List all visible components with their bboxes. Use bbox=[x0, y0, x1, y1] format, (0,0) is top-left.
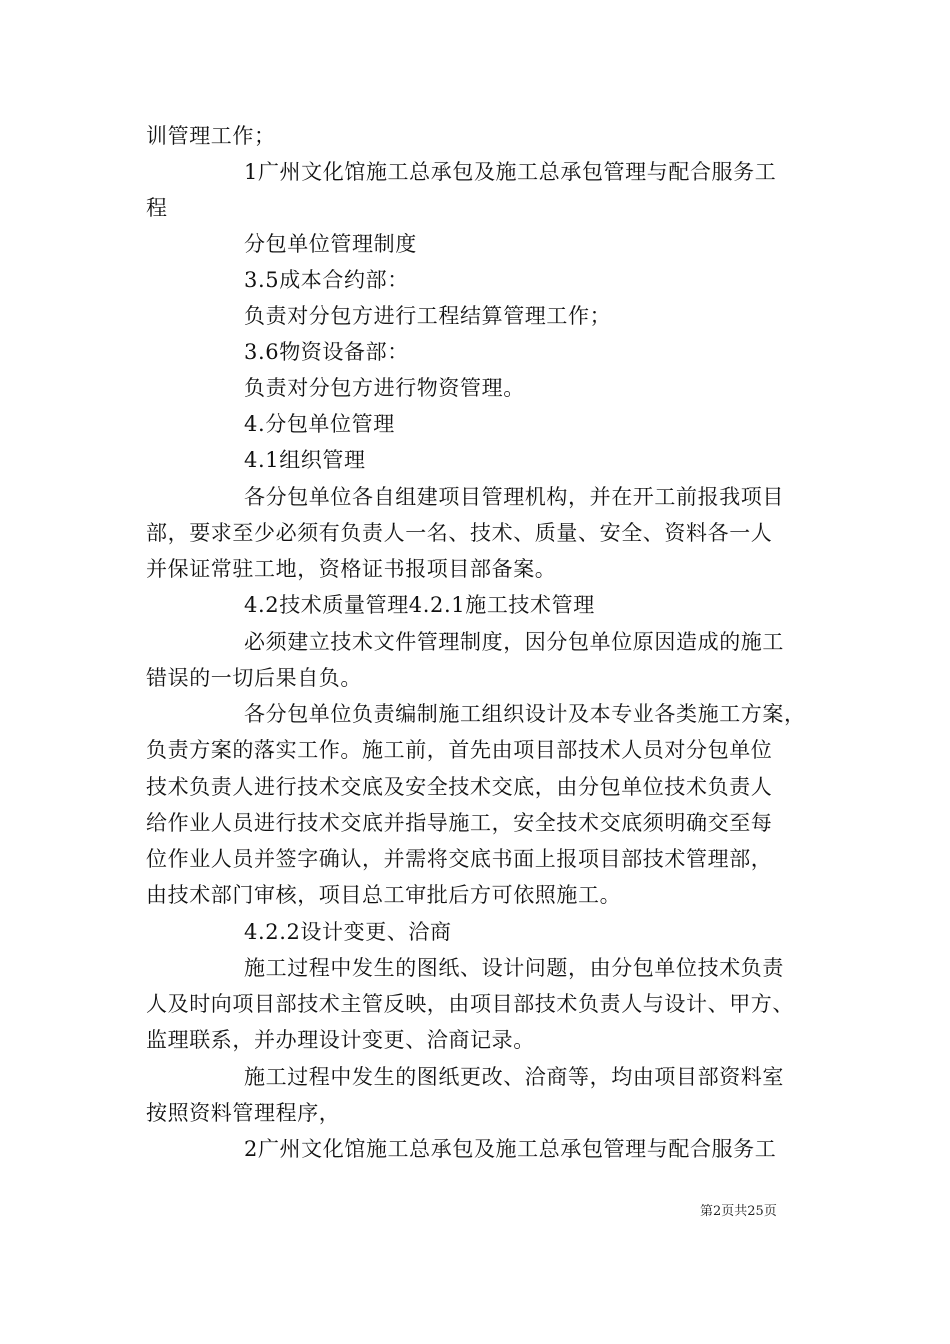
section-heading: 3.6物资设备部： bbox=[244, 340, 409, 364]
text-line: 位作业人员并签字确认，并需将交底书面上报项目部技术管理部， bbox=[146, 847, 773, 871]
page-number: 第2页共25页 bbox=[700, 1204, 777, 1219]
text-line: 施工过程中发生的图纸更改、洽商等，均由项目部资料室 bbox=[244, 1065, 784, 1089]
text-line: 错误的一切后果自负。 bbox=[146, 666, 362, 690]
text-line: 按照资料管理程序， bbox=[146, 1101, 341, 1125]
section-heading: 3.5成本合约部： bbox=[244, 268, 409, 292]
text-line: 部，要求至少必须有负责人一名、技术、质量、安全、资料各一人 bbox=[146, 521, 773, 545]
text-line: 监理联系，并办理设计变更、洽商记录。 bbox=[146, 1028, 535, 1052]
text-line: 各分包单位各自组建项目管理机构，并在开工前报我项目 bbox=[244, 485, 784, 509]
text-line: 各分包单位负责编制施工组织设计及本专业各类施工方案， bbox=[244, 702, 806, 726]
text-line: 负责方案的落实工作。施工前，首先由项目部技术人员对分包单位 bbox=[146, 738, 773, 762]
header-line: 2广州文化馆施工总承包及施工总承包管理与配合服务工 bbox=[244, 1137, 777, 1161]
text-line: 由技术部门审核，项目总工审批后方可依照施工。 bbox=[146, 883, 622, 907]
text-line: 并保证常驻工地，资格证书报项目部备案。 bbox=[146, 557, 557, 581]
text-line: 必须建立技术文件管理制度，因分包单位原因造成的施工 bbox=[244, 630, 784, 654]
section-heading: 4.分包单位管理 bbox=[244, 412, 395, 436]
section-title: 分包单位管理制度 bbox=[244, 232, 417, 256]
text-line: 负责对分包方进行工程结算管理工作； bbox=[244, 304, 612, 328]
text-line: 技术负责人进行技术交底及安全技术交底，由分包单位技术负责人 bbox=[146, 775, 773, 799]
text-line: 给作业人员进行技术交底并指导施工，安全技术交底须明确交至每 bbox=[146, 811, 773, 835]
text-line: 训管理工作； bbox=[146, 124, 276, 148]
section-heading: 4.2技术质量管理4.2.1施工技术管理 bbox=[244, 593, 595, 617]
section-heading: 4.1组织管理 bbox=[244, 448, 366, 472]
header-line: 1广州文化馆施工总承包及施工总承包管理与配合服务工 bbox=[244, 160, 777, 184]
section-heading: 4.2.2设计变更、洽商 bbox=[244, 920, 452, 944]
text-line: 施工过程中发生的图纸、设计问题，由分包单位技术负责 bbox=[244, 956, 784, 980]
text-line: 负责对分包方进行物资管理。 bbox=[244, 376, 525, 400]
text-line: 人及时向项目部技术主管反映，由项目部技术负责人与设计、甲方、 bbox=[146, 992, 794, 1016]
header-line: 程 bbox=[146, 196, 168, 220]
